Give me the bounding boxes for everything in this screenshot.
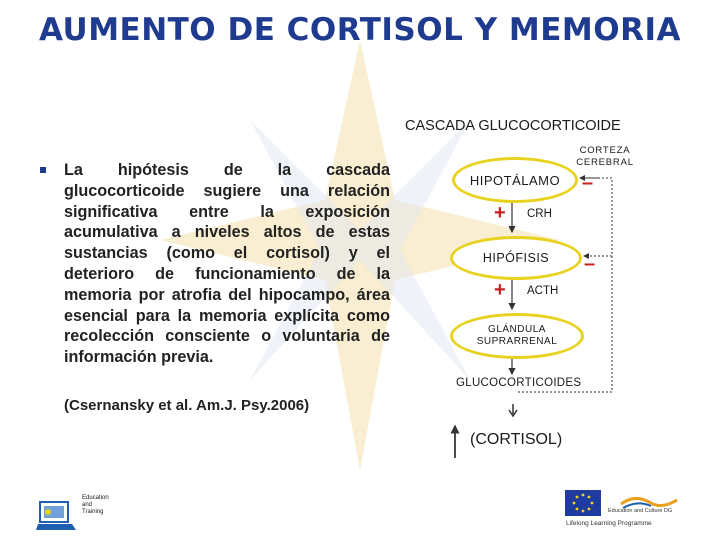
- logo-text-line2: and: [82, 502, 93, 508]
- logo-text-line3: Training: [82, 509, 104, 515]
- node-hipofisis: [450, 236, 582, 280]
- node-hipotalamo: [452, 157, 578, 203]
- lifelong-learning-text: Lifelong Learning Programme: [566, 520, 652, 527]
- node-glandula-line2: SUPRARRENAL: [476, 336, 558, 347]
- corteza-line2: CEREBRAL: [576, 157, 634, 168]
- cortisol-label: (CORTISOL): [470, 431, 563, 448]
- logo-text-line1: Education: [82, 495, 109, 501]
- corteza-cerebral-label: [576, 145, 634, 169]
- node-glandula-line1: GLÁNDULA: [488, 324, 546, 335]
- education-training-logo: [36, 494, 80, 534]
- node-hipofisis-label: HIPÓFISIS: [482, 251, 550, 265]
- eu-education-culture-text: Education and Culture DG: [608, 508, 673, 514]
- label-acth: ACTH: [527, 285, 559, 297]
- education-training-logo-text: [82, 495, 109, 516]
- diagram-title: CASCADA GLUCOCORTICOIDE: [405, 118, 621, 134]
- glucocorticoides-label: GLUCOCORTICOIDES: [456, 377, 582, 389]
- bullet-text: La hipótesis de la cascada glucocorticoide sugiere una relación significativa entre la exposición acumulativa a niveles altos de estas sustancias (como el cortisol) y el deterioro de funcionamiento de la memoria por atrofia del hipocampo, área esencial para la memoria explícita como recolección consciente o voluntaria de información previa.: [64, 161, 390, 367]
- corteza-line1: CORTEZA: [579, 145, 631, 156]
- minus-sign-hipofisis: –: [584, 253, 596, 275]
- bullet-paragraph: [40, 160, 390, 368]
- node-hipotalamo-label: HIPOTÁLAMO: [469, 172, 561, 188]
- node-glandula-suprarrenal: [450, 313, 584, 359]
- slide-title: AUMENTO DE CORTISOL Y MEMORIA: [38, 12, 682, 48]
- plus-sign-crh: +: [494, 202, 506, 224]
- minus-sign-hipotalamo: –: [582, 172, 594, 194]
- label-crh: CRH: [527, 208, 552, 220]
- plus-sign-acth: +: [494, 279, 506, 301]
- citation: (Csernansky et al. Am.J. Psy.2006): [64, 397, 310, 414]
- bullet-square-icon: [40, 167, 46, 173]
